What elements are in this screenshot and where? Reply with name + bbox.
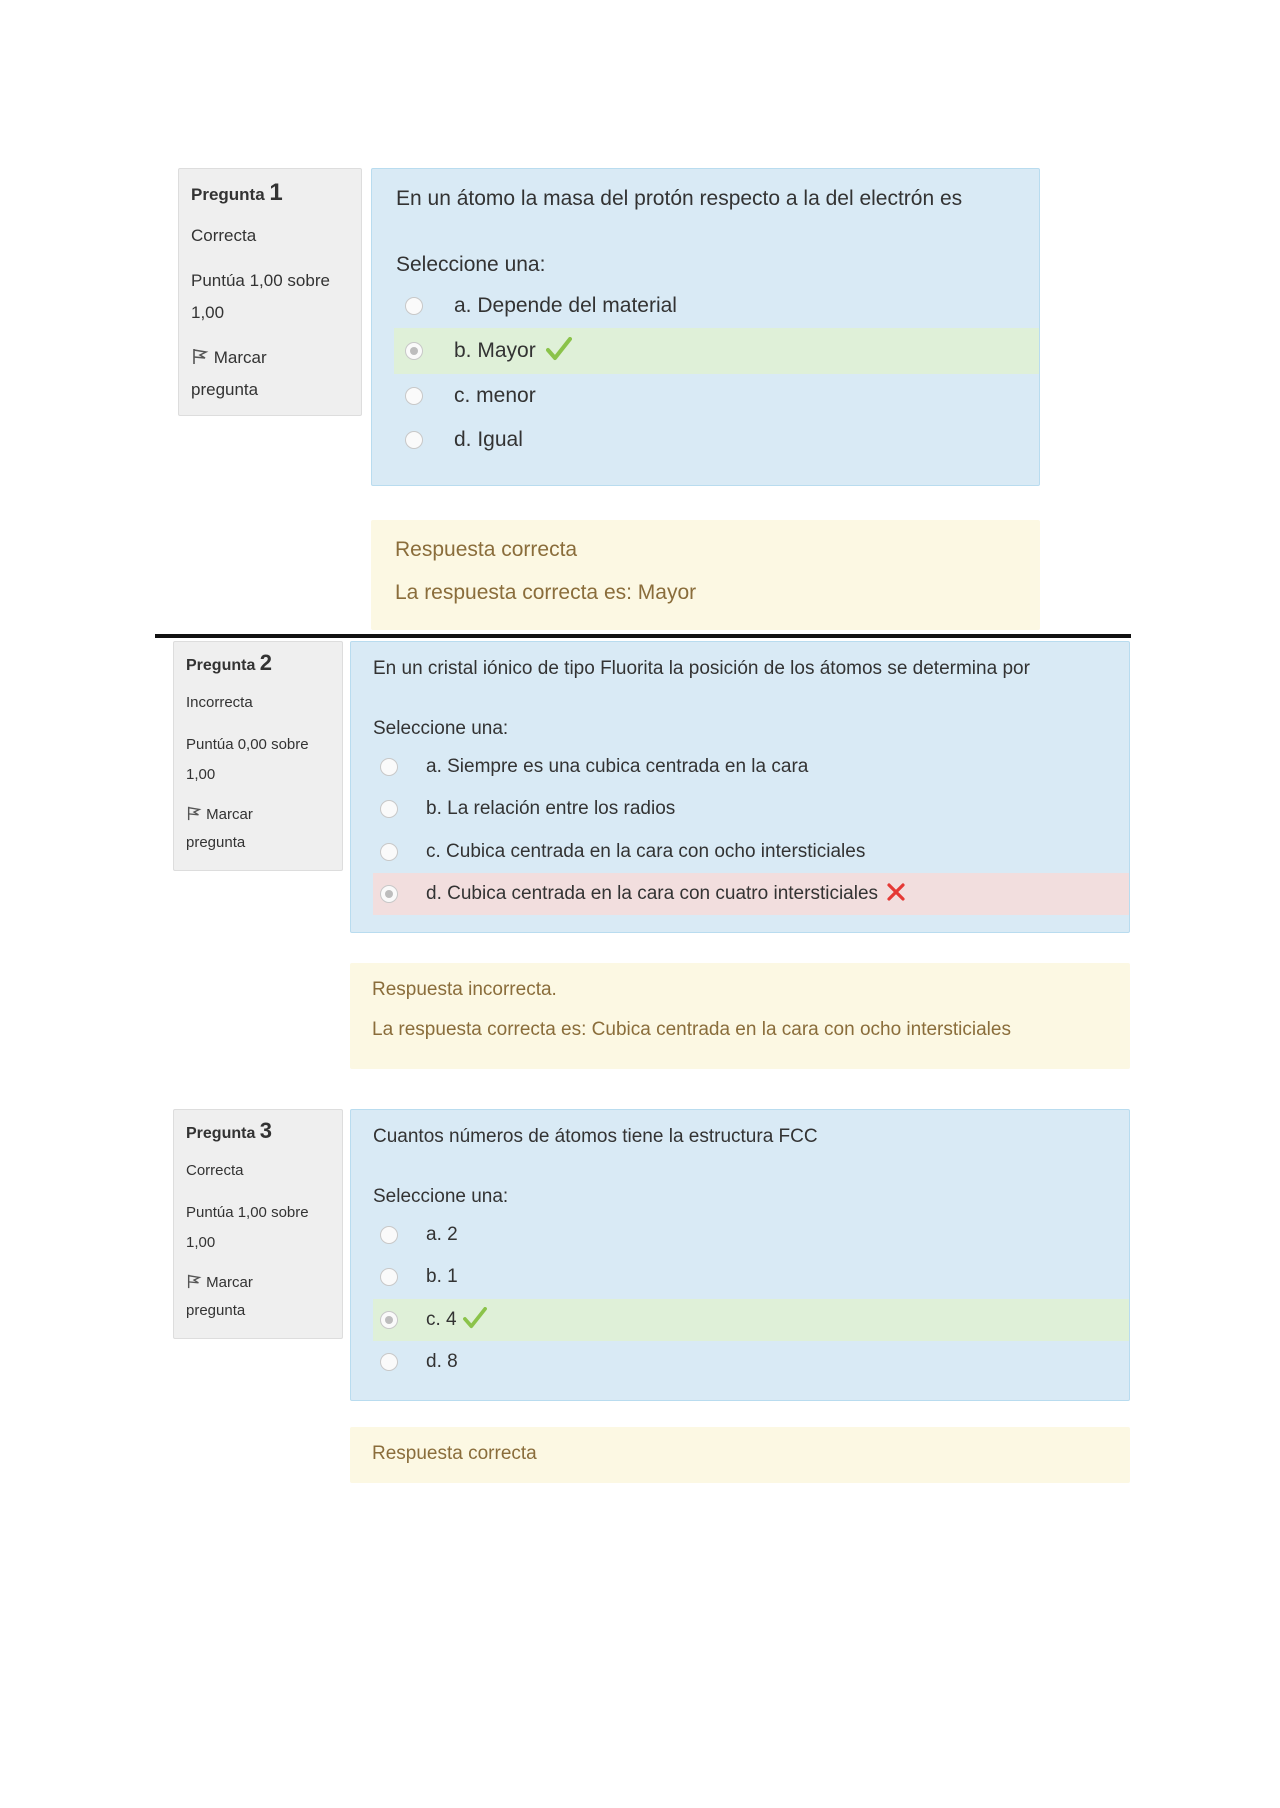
question-3-feedback [350,1427,1130,1483]
flag-label[interactable]: Marcar [206,1273,253,1291]
question-2-formulation [350,641,1130,933]
question-3-option-d[interactable]: d. 8 [373,1341,1129,1383]
question-3-number: Pregunta 3 [186,1118,273,1143]
question-1-flag-label-line2[interactable]: pregunta [191,380,259,399]
question-3-flag-button[interactable] [186,1273,253,1293]
flag-icon [186,805,202,825]
question-2-option-c[interactable]: c. Cubica centrada en la cara con ocho intersticiales [373,831,1129,873]
question-2-feedback [350,963,1130,1069]
question-2-flag-button[interactable] [186,805,253,825]
question-1-flag-button[interactable] [191,347,267,370]
check-icon [463,1307,487,1334]
radio-button[interactable] [380,1268,398,1286]
cross-icon [886,882,906,907]
question-1-prompt: Seleccione una: [396,253,546,276]
question-1-option-b[interactable]: b. Mayor [394,328,1039,374]
radio-button[interactable] [380,885,398,903]
question-1-text: En un átomo la masa del protón respecto a la del electrón es [396,187,963,210]
feedback-answer: La respuesta correcta es: Cubica centrada en la cara con ocho intersticiales [372,1019,1011,1040]
radio-button[interactable] [380,843,398,861]
question-3-option-c[interactable]: c. 4 [373,1299,1129,1341]
question-1-grade-line2: 1,00 [191,303,225,322]
radio-button[interactable] [380,800,398,818]
question-2-number: Pregunta 2 [186,650,273,675]
question-2-grade-line2: 1,00 [186,766,216,783]
question-2-grade-line1: Puntúa 0,00 sobre [186,736,309,753]
question-1-info [178,168,362,416]
question-3-info [173,1109,343,1339]
question-1-option-d[interactable]: d. Igual [394,418,1039,462]
radio-button[interactable] [380,758,398,776]
question-3-grade-line1: Puntúa 1,00 sobre [186,1204,309,1221]
question-3-text: Cuantos números de átomos tiene la estructura FCC [373,1126,818,1147]
question-3-grade-line2: 1,00 [186,1234,216,1251]
question-3-flag-label-line2[interactable]: pregunta [186,1302,246,1319]
question-3-prompt: Seleccione una: [373,1186,509,1207]
radio-button[interactable] [380,1311,398,1329]
divider-line [155,634,1131,638]
question-1-formulation [371,168,1040,486]
radio-button[interactable] [405,431,423,449]
check-icon [546,337,572,366]
question-3-formulation [350,1109,1130,1401]
question-3-option-a[interactable]: a. 2 [373,1214,1129,1256]
feedback-title: Respuesta incorrecta. [372,979,557,1000]
radio-button[interactable] [405,387,423,405]
question-1-number: Pregunta 1 [191,179,283,206]
radio-button[interactable] [380,1226,398,1244]
question-1-option-c[interactable]: c. menor [394,374,1039,418]
radio-button[interactable] [405,342,423,360]
question-2-text: En un cristal iónico de tipo Fluorita la posición de los átomos se determina por [373,658,1030,679]
question-2-option-b[interactable]: b. La relación entre los radios [373,788,1129,830]
radio-button[interactable] [380,1353,398,1371]
question-1-option-a[interactable]: a. Depende del material [394,284,1039,328]
flag-icon [186,1273,202,1293]
radio-button[interactable] [405,297,423,315]
question-2-option-a[interactable]: a. Siempre es una cubica centrada en la cara [373,746,1129,788]
feedback-title: Respuesta correcta [395,538,578,561]
flag-icon [191,347,209,370]
question-2-option-d[interactable]: d. Cubica centrada en la cara con cuatro intersticiales [373,873,1129,915]
question-2-info [173,641,343,871]
feedback-title: Respuesta correcta [372,1443,537,1464]
question-1-feedback [371,520,1040,630]
question-2-prompt: Seleccione una: [373,718,509,739]
flag-label[interactable]: Marcar [206,805,253,823]
question-3-state: Correcta [186,1162,244,1179]
feedback-answer: La respuesta correcta es: Mayor [395,581,697,604]
question-1-state: Correcta [191,226,257,245]
question-2-state: Incorrecta [186,694,253,711]
question-3-option-b[interactable]: b. 1 [373,1256,1129,1298]
flag-label[interactable]: Marcar [213,347,267,367]
question-2-flag-label-line2[interactable]: pregunta [186,834,246,851]
question-1-grade-line1: Puntúa 1,00 sobre [191,271,330,290]
